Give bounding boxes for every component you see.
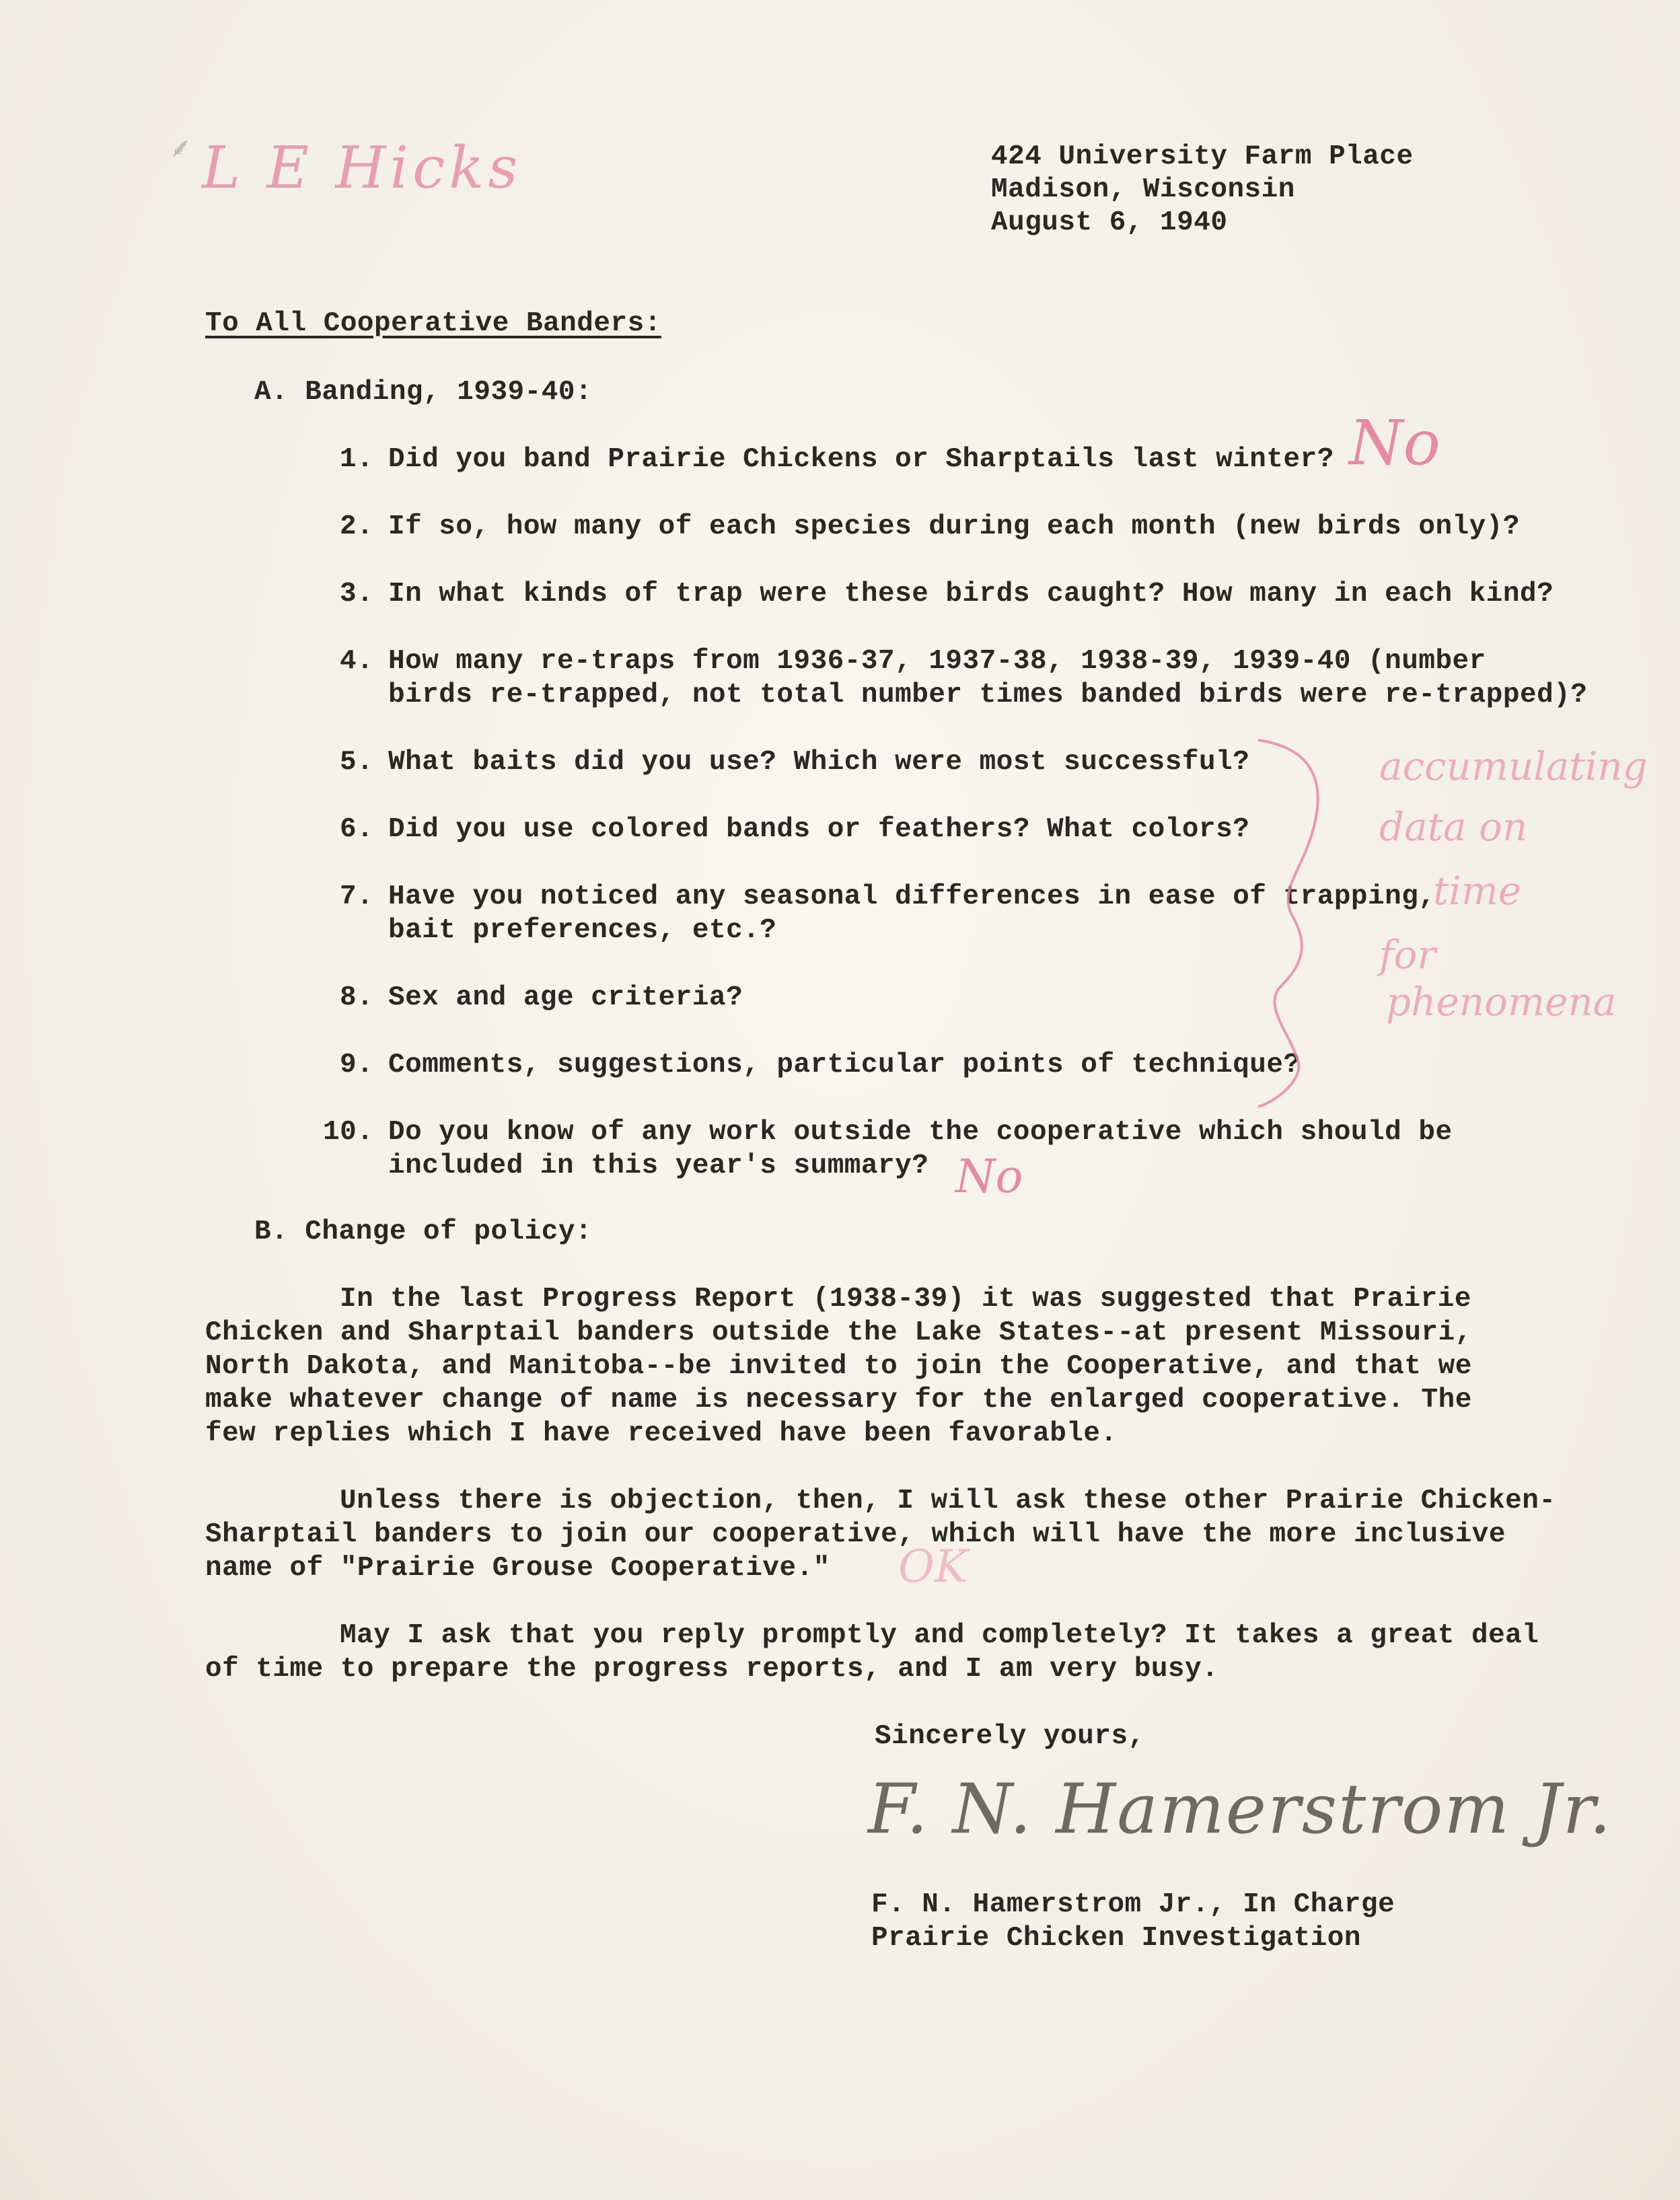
question-number: 2. <box>340 511 374 542</box>
question-number: 7. <box>340 881 374 912</box>
question-number: 1. <box>340 444 374 475</box>
handwritten-note: data on <box>1379 804 1528 850</box>
paragraph-line: of time to prepare the progress reports, and I am very busy. <box>205 1654 1219 1685</box>
valediction: Sincerely yours, <box>875 1721 1145 1752</box>
question-text: What baits did you use? Which were most successful? <box>388 747 1250 778</box>
paragraph-line: Chicken and Sharptail banders outside the Lake States--at present Missouri, <box>205 1317 1472 1348</box>
signer-name: F. N. Hamerstrom Jr., In Charge <box>871 1889 1395 1920</box>
paragraph-line: few replies which I have received have been favorable. <box>205 1418 1118 1449</box>
question-text: Did you band Prairie Chickens or Sharptails last winter? <box>388 444 1334 475</box>
question-text: Did you use colored bands or feathers? What colors? <box>388 814 1250 845</box>
question-text: If so, how many of each species during each month (new birds only)? <box>388 511 1520 542</box>
paragraph-line: make whatever change of name is necessary for the enlarged cooperative. The <box>205 1385 1472 1416</box>
paragraph-line: May I ask that you reply promptly and completely? It takes a great deal <box>340 1620 1539 1651</box>
handwritten-note: time <box>1433 868 1522 914</box>
signer-title: Prairie Chicken Investigation <box>871 1923 1362 1954</box>
question-text: How many re-traps from 1936-37, 1937-38, 1938-39, 1939-40 (number <box>388 646 1486 677</box>
question-text: Have you noticed any seasonal differences in ease of trapping, <box>388 881 1436 912</box>
handwritten-answer-q10: No <box>955 1150 1023 1204</box>
salutation: To All Cooperative Banders: <box>205 308 661 339</box>
bracket-mark-icon <box>1251 733 1359 1110</box>
handwritten-note: for <box>1379 932 1436 978</box>
question-text: included in this year's summary? <box>388 1150 929 1181</box>
paragraph-line: Unless there is objection, then, I will ask these other Prairie Chicken- <box>340 1486 1556 1516</box>
paragraph-line: name of "Prairie Grouse Cooperative." <box>205 1553 830 1584</box>
section-b-heading: B. Change of policy: <box>254 1216 593 1247</box>
question-number: 6. <box>340 814 374 845</box>
handwritten-ok: OK <box>898 1541 968 1592</box>
question-text: Comments, suggestions, particular points of technique? <box>388 1050 1301 1080</box>
city-line: Madison, Wisconsin <box>991 174 1295 205</box>
paragraph-line: Sharptail banders to join our cooperative, which will have the more inclusive <box>205 1519 1506 1550</box>
pencil-mark-icon: ⸙ <box>168 133 188 163</box>
date-line: August 6, 1940 <box>991 207 1228 238</box>
question-number: 3. <box>340 579 374 610</box>
question-text: Sex and age criteria? <box>388 982 743 1013</box>
handwritten-name: L E Hicks <box>202 135 522 202</box>
question-number: 4. <box>340 646 374 677</box>
signature: F. N. Hamerstrom Jr. <box>868 1769 1613 1849</box>
question-text: Do you know of any work outside the cooperative which should be <box>388 1117 1453 1148</box>
question-number: 9. <box>340 1050 374 1080</box>
question-number: 5. <box>340 747 374 778</box>
handwritten-note: phenomena <box>1386 979 1617 1025</box>
question-text: birds re-trapped, not total number times banded birds were re-trapped)? <box>388 680 1588 710</box>
handwritten-note: accumulating <box>1379 743 1648 789</box>
paragraph-line: North Dakota, and Manitoba--be invited to join the Cooperative, and that we <box>205 1351 1472 1382</box>
handwritten-answer-q1: No <box>1349 407 1440 479</box>
address-line: 424 University Farm Place <box>991 141 1414 172</box>
question-text: bait preferences, etc.? <box>388 915 777 946</box>
question-number: 10. <box>323 1117 374 1148</box>
section-a-heading: A. Banding, 1939-40: <box>254 377 593 408</box>
question-text: In what kinds of trap were these birds caught? How many in each kind? <box>388 579 1554 610</box>
paragraph-line: In the last Progress Report (1938-39) it was suggested that Prairie <box>340 1284 1471 1315</box>
question-number: 8. <box>340 982 374 1013</box>
